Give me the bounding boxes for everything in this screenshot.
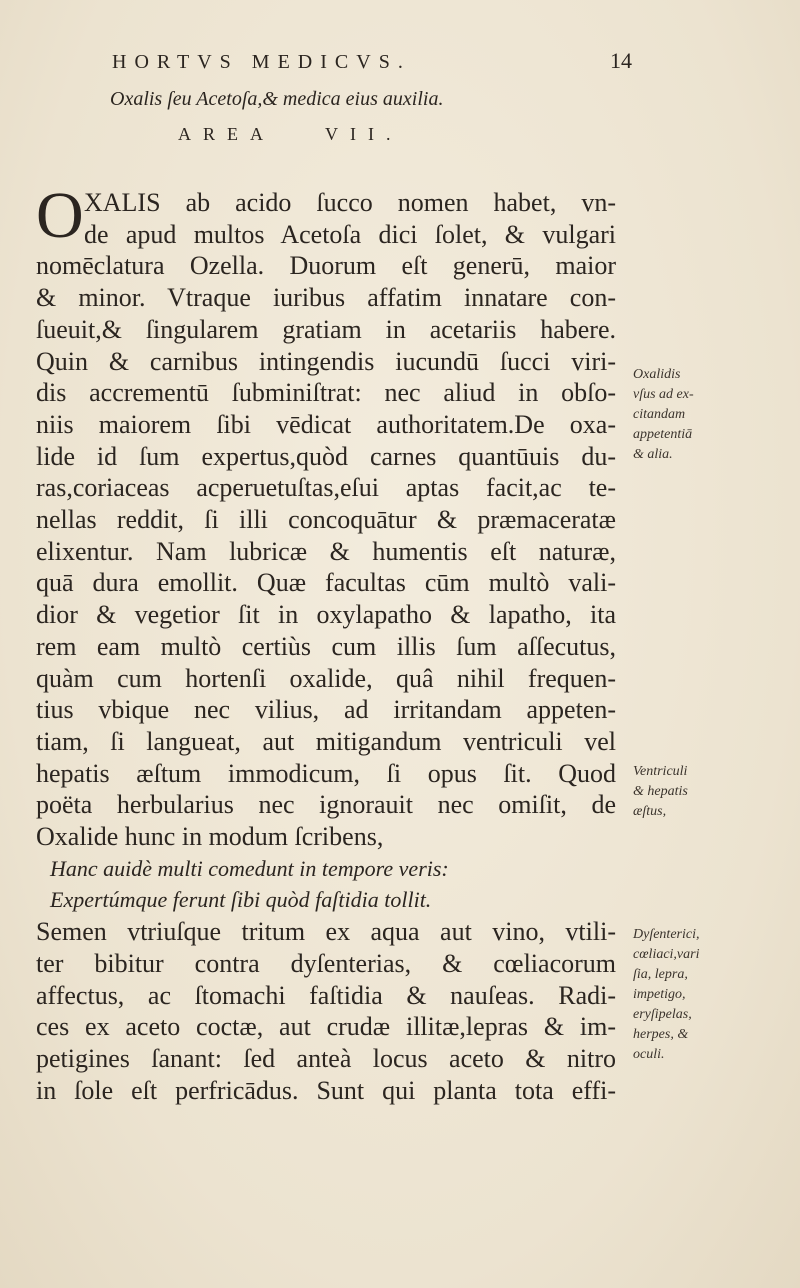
marginal-note-ventriculi [633,762,743,822]
text-line: ter bibitur contra dyſenterias, & cœliacorum [36,948,616,978]
text-line: affectus, ac ſtomachi faſtidia & nauſeas. Radi- [36,980,616,1010]
text-line: Semen vtriuſque tritum ex aqua aut vino, vtili- [36,917,616,947]
text-line: lide id ſum expertus,quòd carnes quantūuis du- [36,441,616,471]
marginal-line: & hepatis [633,784,688,799]
marginal-line: oculi. [633,1047,665,1062]
section-subtitle: Oxalis ſeu Acetoſa,& medica eius auxilia. [110,88,444,110]
text-line: XALIS ab acido ſucco nomen habet, vn- [84,188,616,217]
area-heading [178,124,403,145]
text-line: niis maiorem ſibi vēdicat authoritatem.De oxa- [36,409,616,439]
text-line: Quin & carnibus intingendis iucundū ſucci viri- [36,346,616,376]
verse-line: Expertúmque ferunt ſibi quòd faſtidia tollit. [50,887,432,913]
verse-line: Hanc auidè multi comedunt in tempore veris: [50,855,449,881]
marginal-line: eryſipelas, [633,1007,692,1022]
text-line: de apud multos Acetoſa dici ſolet, & vulgari [84,219,616,249]
running-title: HORTVS MEDICVS. [112,51,411,73]
text-line: ſueuit,& ſingularem gratiam in acetariis habere. [36,314,616,344]
text-line: nellas reddit, ſi illi concoquātur & præmaceratæ [36,505,616,535]
text-line: ces ex aceto coctæ, aut crudæ illitæ,lepras & im- [36,1012,616,1042]
marginal-line: impetigo, [633,987,686,1002]
text-line: elixentur. Nam lubricæ & humentis eſt naturæ, [36,536,616,566]
marginal-line: vſus ad ex- [633,387,694,402]
marginal-line: citandam [633,407,686,422]
text-line: dis accrementū ſubminiſtrat: nec aliud in obſo- [36,378,616,408]
text-line: rem eam multò certiùs cum illis ſum aſſecutus, [36,631,616,661]
marginal-note-dysenterici [633,925,743,1065]
marginal-note-oxalis [633,365,743,465]
marginal-line: & alia. [633,447,673,462]
area-number: VII. [325,124,403,144]
page-number: 14 [610,48,632,73]
marginal-line: ſia, lepra, [633,967,688,982]
marginal-line: Ventriculi [633,764,688,779]
marginal-line: Dyſenterici, [633,927,700,942]
text-line: tius vbique nec vilius, ad irritandam appeten- [36,695,616,725]
text-line: poëta herbularius nec ignorauit nec omiſit, de [36,790,616,820]
drop-cap: O [36,179,84,252]
marginal-line: cœliaci,vari [633,947,700,962]
text-line: in ſole eſt perfricādus. Sunt qui planta tota effi- [36,1075,616,1105]
text-line: hepatis æſtum immodicum, ſi opus ſit. Quod [36,758,616,788]
text-line: tiam, ſi langueat, aut mitigandum ventriculi vel [36,726,616,756]
text-line: quā dura emollit. Quæ facultas cūm multò vali- [36,568,616,598]
body-text [36,179,616,1106]
text-line: petigines ſanant: ſed anteà locus aceto & nitro [36,1043,616,1073]
marginal-line: herpes, & [633,1027,689,1042]
text-line: nomēclatura Ozella. Duorum eſt generū, maior [36,251,616,281]
marginal-line: appetentiā [633,427,693,442]
text-line: Oxalide hunc in modum ſcribens, [36,822,384,852]
text-line: quàm cum hortenſi oxalide, quâ nihil frequen- [36,663,616,693]
marginal-line: æſtus, [633,804,667,819]
text-line: dior & vegetior ſit in oxylapatho & lapatho, ita [36,600,616,630]
text-line: ras,coriaceas acperuetuſtas,eſui aptas facit,ac te- [36,473,616,503]
marginal-line: Oxalidis [633,367,681,382]
area-label: AREA [178,124,275,144]
text-line: & minor. Vtraque iuribus affatim innatare con- [36,283,616,313]
running-head [112,48,632,74]
